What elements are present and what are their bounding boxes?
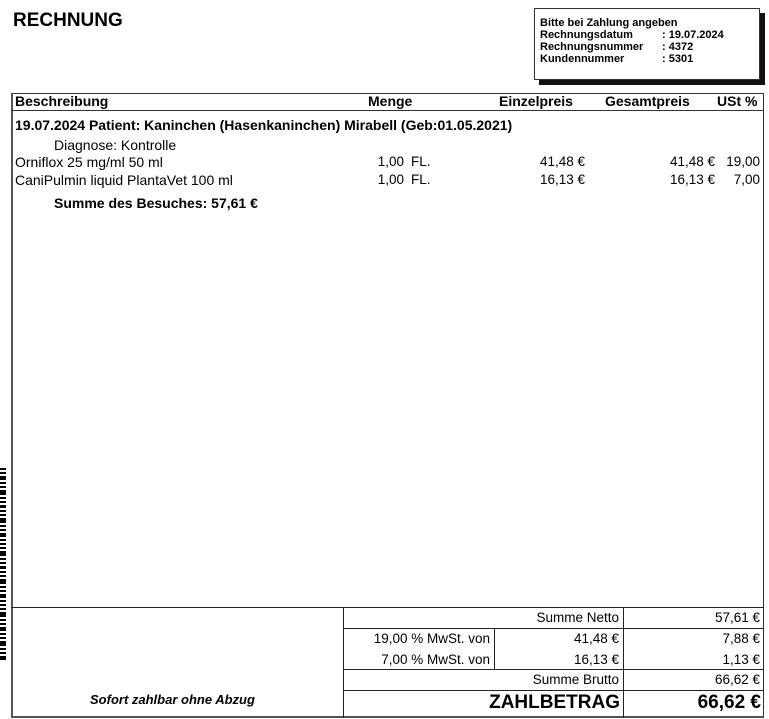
barcode-strip [0,468,6,693]
info-value: : 5301 [662,53,694,65]
grid-line [494,628,495,670]
header-vat: USt % [717,93,758,109]
info-label: Rechnungsnummer [540,41,644,53]
visit-sum: Summe des Besuches: 57,61 € [54,195,258,211]
vat-amount: 1,13 € [722,652,760,667]
table-header [11,93,764,111]
visit-header: 19.07.2024 Patient: Kaninchen (Hasenkaninchen) Mirabell (Geb:01.05.2021) [15,117,513,133]
vat-amount: 7,88 € [722,631,760,646]
header-description: Beschreibung [15,93,109,109]
item-description: Orniflox 25 mg/ml 50 ml [15,154,163,170]
payment-amount-label: ZAHLBETRAG [489,692,620,713]
item-vat: 7,00 [733,172,760,187]
grid-line [343,628,764,629]
item-unit-price: 41,48 € [539,154,585,169]
info-label: Rechnungsdatum [540,29,633,41]
header-unit-price: Einzelpreis [499,93,573,109]
payment-terms: Sofort zahlbar ohne Abzug [90,692,255,707]
totals-divider [11,607,764,608]
grid-line [343,690,764,691]
item-total-price: 16,13 € [669,172,715,187]
item-unit: FL. [411,172,431,187]
net-label: Summe Netto [536,610,619,625]
item-unit-price: 16,13 € [539,172,585,187]
info-row-invoice-number [540,41,693,53]
gross-label: Summe Brutto [532,672,619,687]
info-value: : 4372 [662,41,694,53]
item-description: CaniPulmin liquid PlantaVet 100 ml [15,172,233,188]
info-row-invoice-date [540,29,724,41]
item-total-price: 41,48 € [669,154,715,169]
gross-value: 66,62 € [714,672,760,687]
diagnosis: Diagnose: Kontrolle [54,137,177,153]
net-value: 57,61 € [714,610,760,625]
vat-label: 19,00 % MwSt. von [373,631,490,646]
document-title: RECHNUNG [13,10,123,31]
payment-reference-box [534,8,760,80]
grid-line [343,607,344,718]
item-quantity: 1,00 [377,154,404,169]
info-value: : 19.07.2024 [662,29,724,41]
header-total-price: Gesamtpreis [605,93,690,109]
grid-line [623,607,624,718]
info-label: Kundennummer [540,53,625,65]
item-unit: FL. [411,154,431,169]
vat-label: 7,00 % MwSt. von [381,652,490,667]
payment-amount-value: 66,62 € [697,692,761,713]
vat-base: 41,48 € [573,631,619,646]
info-row-customer-number [540,53,693,65]
item-quantity: 1,00 [377,172,404,187]
header-quantity: Menge [368,93,413,109]
grid-line [343,669,764,670]
vat-base: 16,13 € [573,652,619,667]
item-vat: 19,00 [726,154,760,169]
info-box-heading: Bitte bei Zahlung angeben [540,17,678,29]
